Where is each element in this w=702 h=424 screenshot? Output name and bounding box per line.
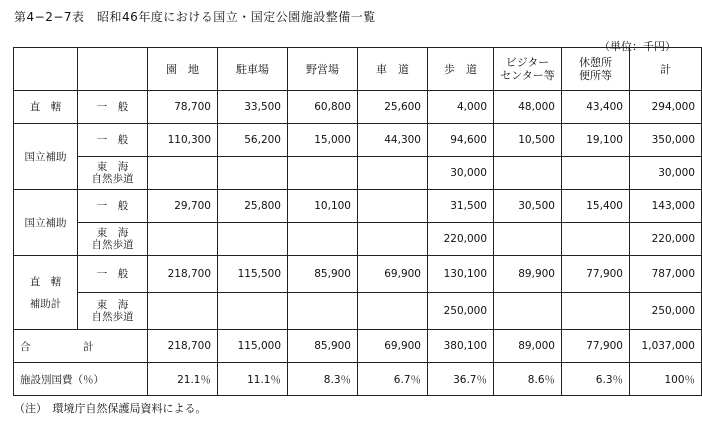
- cell-value: 11.1％: [218, 363, 288, 396]
- col-header: 計: [630, 48, 702, 91]
- cell-value: 110,300: [148, 124, 218, 157]
- row-group-label: 直 轄: [14, 91, 78, 124]
- ratio-label: 施設別国費（％）: [14, 363, 148, 396]
- cell-value: 89,900: [494, 256, 562, 293]
- cell-value: 36.7％: [428, 363, 494, 396]
- col-header: [562, 48, 630, 91]
- cell-value: 25,600: [358, 91, 428, 124]
- cell-value: 787,000: [630, 256, 702, 293]
- cell-value: [358, 157, 428, 190]
- cell-value: [288, 293, 358, 330]
- cell-value: [494, 223, 562, 256]
- cell-value: 69,900: [358, 256, 428, 293]
- row-group-label: 国立補助: [14, 190, 78, 256]
- cell-value: [562, 157, 630, 190]
- cell-value: [288, 223, 358, 256]
- cell-value: 85,900: [288, 330, 358, 363]
- cell-value: 77,900: [562, 330, 630, 363]
- table-row: [14, 256, 702, 293]
- table-row: [14, 91, 702, 124]
- cell-value: 29,700: [148, 190, 218, 223]
- cell-value: 6.3％: [562, 363, 630, 396]
- cell-value: 30,000: [428, 157, 494, 190]
- cell-value: 33,500: [218, 91, 288, 124]
- cell-value: 30,500: [494, 190, 562, 223]
- cell-value: 69,900: [358, 330, 428, 363]
- cell-value: 100％: [630, 363, 702, 396]
- row-sub-label: 一 般: [78, 91, 148, 124]
- cell-value: [218, 293, 288, 330]
- cell-value: 43,400: [562, 91, 630, 124]
- cell-value: [218, 157, 288, 190]
- header-blank: [14, 48, 78, 91]
- cell-value: 19,100: [562, 124, 630, 157]
- table-body: [14, 91, 702, 396]
- col-header: 歩 道: [428, 48, 494, 91]
- cell-value: 220,000: [428, 223, 494, 256]
- row-group-label: 国立補助: [14, 124, 78, 190]
- cell-value: [358, 223, 428, 256]
- col-header: 駐車場: [218, 48, 288, 91]
- cell-value: [218, 223, 288, 256]
- cell-value: [288, 157, 358, 190]
- cell-value: 220,000: [630, 223, 702, 256]
- cell-value: [358, 293, 428, 330]
- cell-value: 1,037,000: [630, 330, 702, 363]
- cell-value: 115,000: [218, 330, 288, 363]
- facility-table: [13, 47, 702, 396]
- row-group-label: 直 轄 補助計: [14, 256, 78, 330]
- table-row: [14, 124, 702, 157]
- cell-value: 56,200: [218, 124, 288, 157]
- cell-value: 250,000: [428, 293, 494, 330]
- cell-value: [494, 157, 562, 190]
- table-row: [14, 157, 702, 190]
- cell-value: 10,500: [494, 124, 562, 157]
- row-sub-label: 東 海 自然歩道: [78, 157, 148, 190]
- cell-value: 294,000: [630, 91, 702, 124]
- cell-value: 4,000: [428, 91, 494, 124]
- cell-value: 44,300: [358, 124, 428, 157]
- cell-value: 115,500: [218, 256, 288, 293]
- cell-value: 85,900: [288, 256, 358, 293]
- cell-value: 77,900: [562, 256, 630, 293]
- table-row: [14, 190, 702, 223]
- col-header: 車 道: [358, 48, 428, 91]
- total-row: [14, 330, 702, 363]
- cell-value: 15,000: [288, 124, 358, 157]
- cell-value: 15,400: [562, 190, 630, 223]
- col-header-text: ビジター センター等: [500, 56, 555, 82]
- row-sub-label: 一 般: [78, 124, 148, 157]
- cell-value: 31,500: [428, 190, 494, 223]
- cell-value: 350,000: [630, 124, 702, 157]
- cell-value: [494, 293, 562, 330]
- cell-value: 380,100: [428, 330, 494, 363]
- cell-value: [358, 190, 428, 223]
- table-row: [14, 293, 702, 330]
- header-row: [14, 48, 702, 91]
- cell-value: 130,100: [428, 256, 494, 293]
- cell-value: [562, 223, 630, 256]
- row-sub-label: 東 海 自然歩道: [78, 293, 148, 330]
- cell-value: 218,700: [148, 256, 218, 293]
- cell-value: [148, 293, 218, 330]
- table-row: [14, 223, 702, 256]
- row-sub-label: 一 般: [78, 190, 148, 223]
- unit-label: （単位：千円）: [599, 40, 676, 53]
- cell-value: 48,000: [494, 91, 562, 124]
- cell-value: 8.3％: [288, 363, 358, 396]
- col-header: 園 地: [148, 48, 218, 91]
- row-sub-label: 一 般: [78, 256, 148, 293]
- cell-value: [562, 293, 630, 330]
- cell-value: 8.6％: [494, 363, 562, 396]
- source-note: （注） 環境庁自然保護局資料による。: [14, 402, 207, 415]
- cell-value: 89,000: [494, 330, 562, 363]
- cell-value: 218,700: [148, 330, 218, 363]
- cell-value: [148, 157, 218, 190]
- table-title: 第4−2−7表 昭和46年度における国立・国定公園施設整備一覧: [14, 10, 376, 24]
- cell-value: [148, 223, 218, 256]
- col-header: 野営場: [288, 48, 358, 91]
- cell-value: 25,800: [218, 190, 288, 223]
- header-blank: [78, 48, 148, 91]
- cell-value: 6.7％: [358, 363, 428, 396]
- total-label: 合 計: [14, 330, 148, 363]
- cell-value: 78,700: [148, 91, 218, 124]
- ratio-row: [14, 363, 702, 396]
- row-sub-label: 東 海 自然歩道: [78, 223, 148, 256]
- col-header-text: 休憩所 便所等: [579, 56, 612, 82]
- cell-value: 60,800: [288, 91, 358, 124]
- cell-value: 10,100: [288, 190, 358, 223]
- cell-value: 94,600: [428, 124, 494, 157]
- cell-value: 250,000: [630, 293, 702, 330]
- cell-value: 21.1％: [148, 363, 218, 396]
- cell-value: 143,000: [630, 190, 702, 223]
- col-header: [494, 48, 562, 91]
- cell-value: 30,000: [630, 157, 702, 190]
